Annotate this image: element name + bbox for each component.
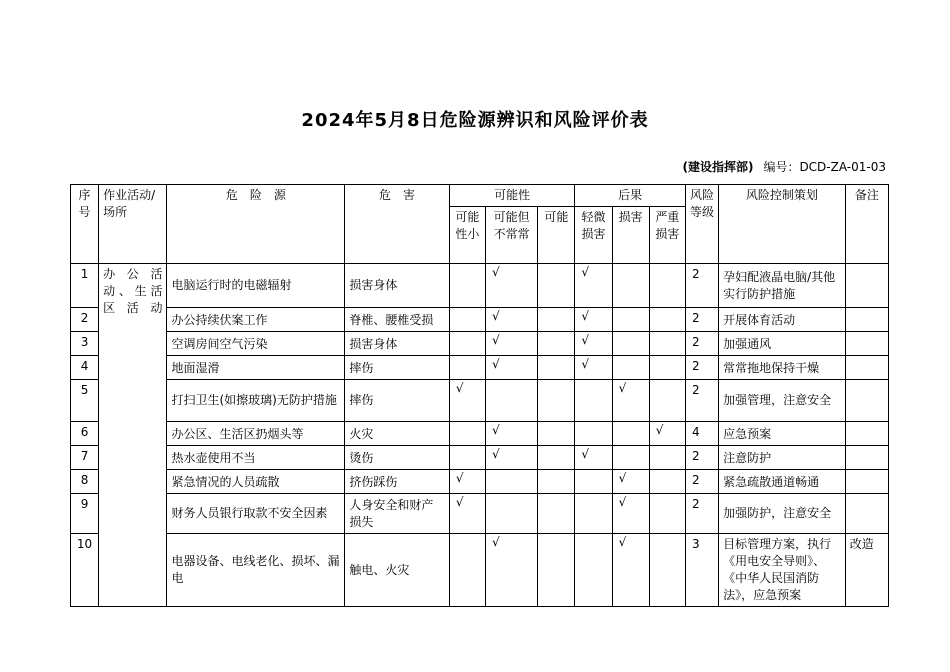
row-risk-level: 2: [685, 264, 718, 308]
row-mark-p3: [538, 534, 575, 607]
row-mark-c3: [649, 446, 685, 470]
table-row: [71, 446, 889, 470]
row-risk-level: 3: [685, 534, 718, 607]
row-risk-level: 2: [685, 308, 718, 332]
row-harm: 损害身体: [345, 332, 450, 356]
row-remark: 改造: [845, 534, 888, 607]
row-mark-p3: [538, 264, 575, 308]
row-mark-p2: √: [485, 422, 537, 446]
row-harm: 火灾: [345, 422, 450, 446]
row-control: 常常拖地保持干燥: [719, 356, 846, 380]
row-harm: 摔伤: [345, 356, 450, 380]
row-mark-c1: √: [575, 332, 612, 356]
row-seq: 1: [71, 264, 99, 308]
row-mark-p3: [538, 356, 575, 380]
row-risk-level: 2: [685, 470, 718, 494]
row-mark-c1: √: [575, 356, 612, 380]
row-mark-c3: [649, 308, 685, 332]
row-mark-p2: √: [485, 534, 537, 607]
row-mark-p3: [538, 308, 575, 332]
document-number: 编号：DCD-ZA-01-03: [763, 160, 886, 174]
row-remark: [845, 470, 888, 494]
row-mark-p1: [449, 534, 485, 607]
row-remark: [845, 494, 888, 534]
row-harm: 损害身体: [345, 264, 450, 308]
row-mark-p3: [538, 422, 575, 446]
row-mark-c1: [575, 422, 612, 446]
row-harm: 烫伤: [345, 446, 450, 470]
table-row: [71, 470, 889, 494]
row-mark-c3: [649, 264, 685, 308]
table-row: [71, 534, 889, 607]
header-possibility: 可能性: [449, 185, 575, 207]
row-hazard: 办公区、生活区扔烟头等: [167, 422, 345, 446]
row-hazard: 打扫卫生(如擦玻璃)无防护措施: [167, 380, 345, 422]
row-mark-p3: [538, 380, 575, 422]
row-mark-c1: √: [575, 446, 612, 470]
row-mark-p1: √: [449, 494, 485, 534]
row-hazard: 紧急情况的人员疏散: [167, 470, 345, 494]
row-seq: 8: [71, 470, 99, 494]
row-harm: 触电、火灾: [345, 534, 450, 607]
row-mark-p3: [538, 494, 575, 534]
row-harm: 脊椎、腰椎受损: [345, 308, 450, 332]
row-control: 孕妇配液晶电脑/其他实行防护措施: [719, 264, 846, 308]
row-risk-level: 4: [685, 422, 718, 446]
row-control: 加强防护，注意安全: [719, 494, 846, 534]
row-mark-p3: [538, 470, 575, 494]
row-risk-level: 2: [685, 380, 718, 422]
row-risk-level: 2: [685, 332, 718, 356]
doc-code-line: [682, 158, 886, 175]
table-row: [71, 494, 889, 534]
row-mark-p2: √: [485, 356, 537, 380]
row-mark-c2: [612, 308, 649, 332]
row-mark-p2: [485, 470, 537, 494]
header-risk-level: 风险等级: [685, 185, 718, 264]
table-row: [71, 380, 889, 422]
row-seq: 4: [71, 356, 99, 380]
row-mark-c1: √: [575, 308, 612, 332]
row-mark-p1: √: [449, 380, 485, 422]
row-hazard: 热水壶使用不当: [167, 446, 345, 470]
header-activity: 作业活动/场所: [99, 185, 167, 264]
row-remark: [845, 446, 888, 470]
row-remark: [845, 422, 888, 446]
activity-cell: 办公活动、生活区活动: [99, 264, 167, 607]
row-harm: 摔伤: [345, 380, 450, 422]
row-seq: 7: [71, 446, 99, 470]
row-mark-c3: [649, 356, 685, 380]
row-mark-p2: [485, 380, 537, 422]
row-mark-c1: [575, 534, 612, 607]
row-mark-c3: [649, 380, 685, 422]
row-seq: 2: [71, 308, 99, 332]
row-seq: 5: [71, 380, 99, 422]
row-seq: 9: [71, 494, 99, 534]
table-row: [71, 264, 889, 308]
row-hazard: 办公持续伏案工作: [167, 308, 345, 332]
row-mark-p1: [449, 332, 485, 356]
row-mark-c2: [612, 332, 649, 356]
row-control: 目标管理方案，执行《用电安全导则》、《中华人民国消防法》，应急预案: [719, 534, 846, 607]
row-remark: [845, 264, 888, 308]
row-hazard: 空调房间空气污染: [167, 332, 345, 356]
row-control: 加强通风: [719, 332, 846, 356]
row-mark-c2: √: [612, 470, 649, 494]
header-consequence-damage: 损害: [612, 207, 649, 264]
row-mark-c3: √: [649, 422, 685, 446]
header-consequence-severe: 严重损害: [649, 207, 685, 264]
row-mark-c3: [649, 494, 685, 534]
row-mark-p3: [538, 332, 575, 356]
row-mark-c3: [649, 470, 685, 494]
row-risk-level: 2: [685, 446, 718, 470]
row-risk-level: 2: [685, 494, 718, 534]
row-mark-c3: [649, 534, 685, 607]
header-possibility-unlikely: 可能但不常常: [485, 207, 537, 264]
header-consequence: 后果: [575, 185, 686, 207]
row-hazard: 电脑运行时的电磁辐射: [167, 264, 345, 308]
header-harm: 危 害: [345, 185, 450, 264]
row-mark-p3: [538, 446, 575, 470]
row-mark-p2: √: [485, 332, 537, 356]
header-consequence-minor: 轻微损害: [575, 207, 612, 264]
header-possibility-low: 可能性小: [449, 207, 485, 264]
row-mark-c2: [612, 422, 649, 446]
row-mark-c1: [575, 380, 612, 422]
row-harm: 人身安全和财产损失: [345, 494, 450, 534]
row-mark-c2: √: [612, 380, 649, 422]
row-hazard: 财务人员银行取款不安全因素: [167, 494, 345, 534]
table-row: [71, 356, 889, 380]
row-seq: 3: [71, 332, 99, 356]
row-mark-c1: [575, 494, 612, 534]
row-mark-p1: [449, 308, 485, 332]
row-mark-p1: [449, 446, 485, 470]
row-control: 加强管理，注意安全: [719, 380, 846, 422]
row-mark-p2: √: [485, 264, 537, 308]
row-mark-c2: [612, 446, 649, 470]
row-mark-p1: [449, 356, 485, 380]
row-control: 应急预案: [719, 422, 846, 446]
row-risk-level: 2: [685, 356, 718, 380]
row-seq: 10: [71, 534, 99, 607]
row-remark: [845, 332, 888, 356]
page-title: 2024年5月8日危险源辨识和风险评价表: [301, 110, 649, 131]
header-control: 风险控制策划: [719, 185, 846, 264]
row-mark-p1: [449, 264, 485, 308]
row-control: 注意防护: [719, 446, 846, 470]
row-mark-c1: √: [575, 264, 612, 308]
row-remark: [845, 380, 888, 422]
row-mark-c2: √: [612, 494, 649, 534]
row-mark-p1: [449, 422, 485, 446]
table-row: [71, 422, 889, 446]
row-mark-c1: [575, 470, 612, 494]
row-mark-p2: √: [485, 308, 537, 332]
department-label: (建设指挥部): [682, 160, 754, 174]
row-mark-p1: √: [449, 470, 485, 494]
row-harm: 挤伤踩伤: [345, 470, 450, 494]
row-control: 开展体育活动: [719, 308, 846, 332]
header-remark: 备注: [845, 185, 888, 264]
row-mark-c2: [612, 356, 649, 380]
header-possibility-possible: 可能: [538, 207, 575, 264]
row-remark: [845, 356, 888, 380]
row-mark-c3: [649, 332, 685, 356]
row-mark-c2: √: [612, 534, 649, 607]
row-remark: [845, 308, 888, 332]
row-mark-c2: [612, 264, 649, 308]
row-mark-p2: √: [485, 446, 537, 470]
row-hazard: 电器设备、电线老化、损坏、漏电: [167, 534, 345, 607]
table-row: [71, 308, 889, 332]
header-seq: 序号: [71, 185, 99, 264]
header-hazard: 危 险 源: [167, 185, 345, 264]
table-row: [71, 332, 889, 356]
row-seq: 6: [71, 422, 99, 446]
row-hazard: 地面湿滑: [167, 356, 345, 380]
row-control: 紧急疏散通道畅通: [719, 470, 846, 494]
risk-assessment-table: [70, 184, 889, 607]
row-mark-p2: [485, 494, 537, 534]
